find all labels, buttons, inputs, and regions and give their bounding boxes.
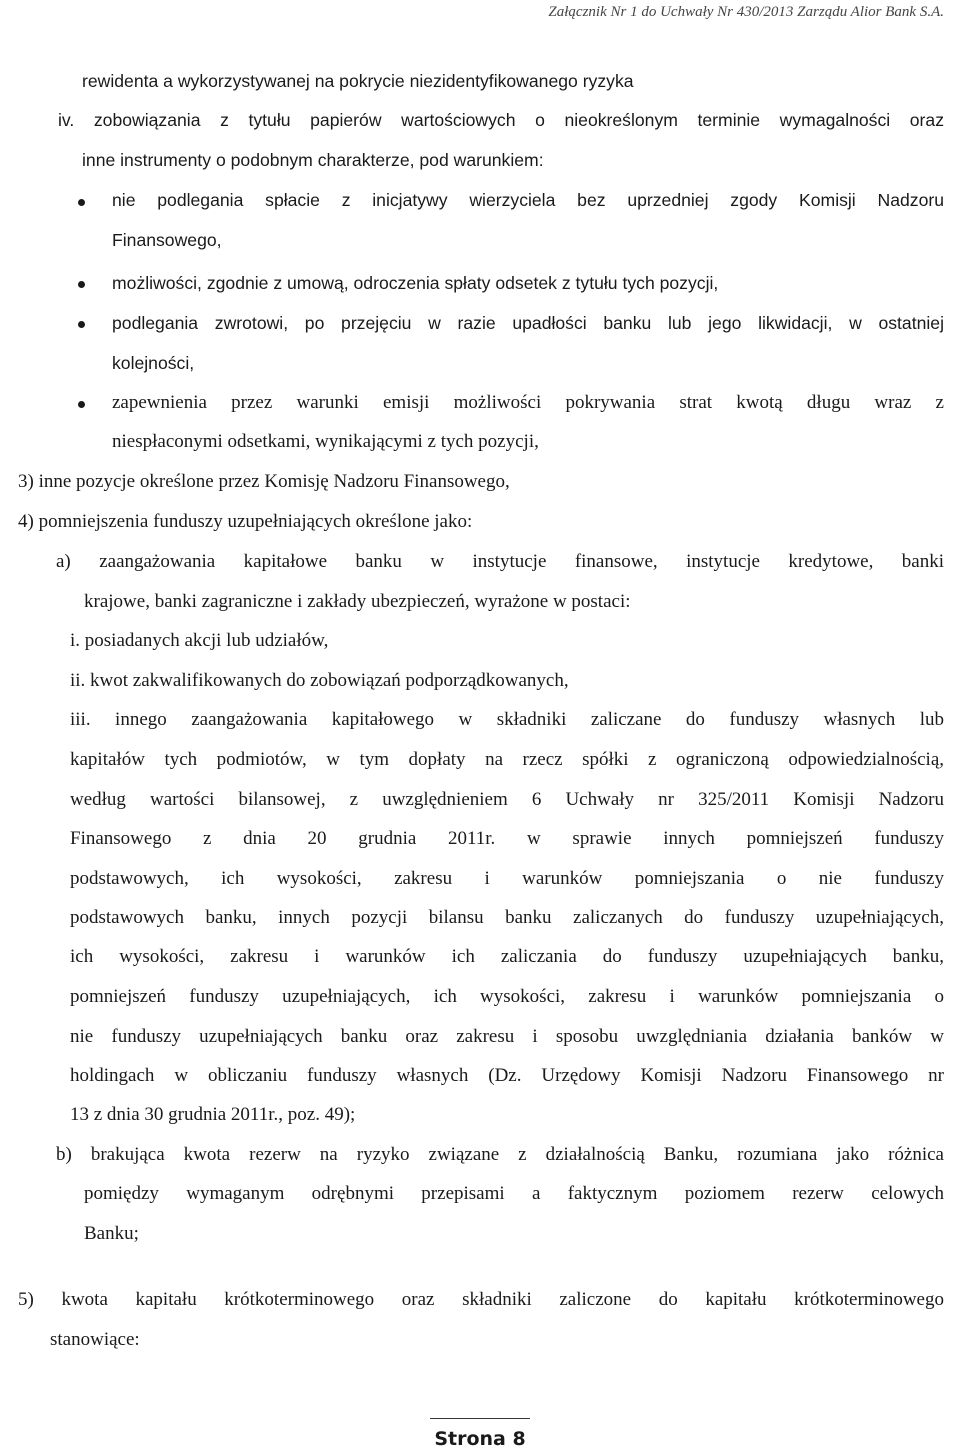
- text-line: krajowe, banki zagraniczne i zakłady ubezpieczeń, wyrażone w postaci:: [84, 591, 631, 612]
- bullet-icon: [78, 321, 85, 328]
- text-line: według wartości bilansowej, z uwzględnieniem 6 Uchwały nr 325/2011 Komisji Nadzoru: [70, 789, 944, 810]
- text-line: 13 z dnia 30 grudnia 2011r., poz. 49);: [70, 1104, 356, 1125]
- text-line: stanowiące:: [50, 1329, 140, 1350]
- page-number: Strona 8: [434, 1428, 526, 1450]
- text-line: holdingach w obliczaniu funduszy własnych (Dz. Urzędowy Komisji Nadzoru Finansowego nr: [70, 1065, 944, 1086]
- text-line: możliwości, zgodnie z umową, odroczenia spłaty odsetek z tytułu tych pozycji,: [112, 273, 719, 293]
- text-line: iii. innego zaangażowania kapitałowego w składniki zaliczane do funduszy własnych lub: [70, 709, 944, 730]
- text-line: ii. kwot zakwalifikowanych do zobowiązań podporządkowanych,: [70, 670, 569, 691]
- text-line: inne instrumenty o podobnym charakterze, pod warunkiem:: [82, 150, 544, 170]
- text-line: Finansowego,: [112, 230, 222, 250]
- text-line: b) brakująca kwota rezerw na ryzyko związane z działalnością Banku, rozumiana jako różnica: [56, 1144, 944, 1165]
- bullet-icon: [78, 281, 85, 288]
- text-line: podstawowych banku, innych pozycji bilansu banku zaliczanych do funduszy uzupełniających,: [70, 907, 944, 928]
- bullet-icon: [78, 199, 85, 206]
- page-header: Załącznik Nr 1 do Uchwały Nr 430/2013 Zarządu Alior Bank S.A.: [548, 4, 944, 20]
- text-line: 4) pomniejszenia funduszy uzupełniających określone jako:: [18, 511, 473, 532]
- text-line: podstawowych, ich wysokości, zakresu i warunków pomniejszania o nie funduszy: [70, 868, 944, 889]
- text-line: rewidenta a wykorzystywanej na pokrycie niezidentyfikowanego ryzyka: [82, 71, 634, 91]
- text-line: nie funduszy uzupełniających banku oraz zakresu i sposobu uwzględniania działania banków w: [70, 1026, 944, 1047]
- text-line: 3) inne pozycje określone przez Komisję Nadzoru Finansowego,: [18, 471, 510, 492]
- text-line: pomniejszeń funduszy uzupełniających, ich wysokości, zakresu i warunków pomniejszania o: [70, 986, 944, 1007]
- text-line: ich wysokości, zakresu i warunków ich zaliczania do funduszy uzupełniających banku,: [70, 946, 944, 967]
- footer-divider: [430, 1418, 530, 1419]
- text-line: Banku;: [84, 1223, 139, 1244]
- text-line: kapitałów tych podmiotów, w tym dopłaty na rzecz spółki z ograniczoną odpowiedzialnością,: [70, 749, 944, 770]
- text-line: pomiędzy wymaganym odrębnymi przepisami a faktycznym poziomem rezerw celowych: [84, 1183, 944, 1204]
- text-line: podlegania zwrotowi, po przejęciu w razie upadłości banku lub jego likwidacji, w ostatniej: [112, 313, 944, 333]
- text-line: a) zaangażowania kapitałowe banku w instytucje finansowe, instytucje kredytowe, banki: [56, 551, 944, 572]
- text-line: i. posiadanych akcji lub udziałów,: [70, 630, 329, 651]
- text-line: kolejności,: [112, 353, 195, 373]
- text-line: zapewnienia przez warunki emisji możliwości pokrywania strat kwotą długu wraz z: [112, 392, 944, 413]
- text-line: 5) kwota kapitału krótkoterminowego oraz składniki zaliczone do kapitału krótkoterminowego: [18, 1289, 944, 1310]
- text-line: niespłaconymi odsetkami, wynikającymi z tych pozycji,: [112, 431, 539, 452]
- bullet-icon: [78, 401, 85, 408]
- text-line: nie podlegania spłacie z inicjatywy wierzyciela bez uprzedniej zgody Komisji Nadzoru: [112, 190, 944, 210]
- text-line: iv. zobowiązania z tytułu papierów wartościowych o nieokreślonym terminie wymagalności oraz: [58, 110, 944, 130]
- text-line: Finansowego z dnia 20 grudnia 2011r. w sprawie innych pomniejszeń funduszy: [70, 828, 944, 849]
